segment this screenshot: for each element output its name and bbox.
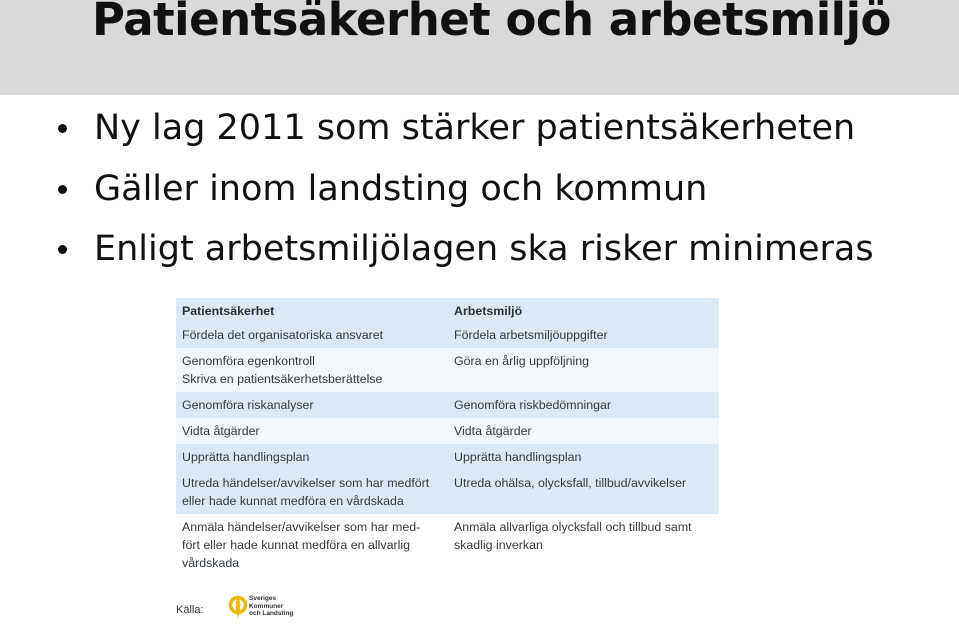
cell-patientsakerhet — [176, 348, 448, 392]
bullet-item: Ny lag 2011 som stärker patientsäkerheten — [94, 100, 855, 156]
table-header-row — [176, 298, 719, 322]
logo-line: Sveriges — [249, 595, 277, 602]
cell-line: Anmäla allvarliga olycksfall och tillbud samt — [454, 520, 692, 534]
table-row — [176, 418, 719, 444]
cell-line: Anmäla händelser/avvikelser som har med- — [182, 520, 421, 534]
column-header-patientsakerhet: Patientsäkerhet — [176, 298, 448, 322]
cell-arbetsmiljo — [448, 348, 719, 392]
bullet-item: Enligt arbetsmiljölagen ska risker minimeras — [94, 221, 874, 277]
cell-arbetsmiljo — [448, 470, 719, 514]
logo-text — [249, 595, 293, 618]
cell-line: eller hade kunnat medföra en vårdskada — [182, 494, 404, 508]
cell-arbetsmiljo — [448, 392, 719, 418]
table-body — [176, 322, 719, 576]
cell-patientsakerhet — [176, 418, 448, 444]
comparison-table — [176, 298, 719, 576]
cell-line: Göra en årlig uppföljning — [454, 354, 590, 368]
logo-line: Kommuner — [249, 602, 284, 610]
column-header-arbetsmiljo: Arbetsmiljö — [448, 298, 719, 322]
table-row — [176, 444, 719, 470]
cell-line: Genomföra egenkontroll — [182, 354, 315, 368]
cell-line: Genomföra riskanalyser — [182, 398, 314, 412]
cell-line: skadlig inverkan — [454, 538, 543, 552]
table-row — [176, 514, 719, 576]
table-row — [176, 322, 719, 348]
cell-patientsakerhet — [176, 322, 448, 348]
cell-line: fört eller hade kunnat medföra en allvarlig — [182, 538, 410, 552]
cell-patientsakerhet — [176, 470, 448, 514]
logo-line: och Landsting — [249, 610, 294, 617]
cell-line: Utreda händelser/avvikelser som har medfört — [182, 476, 430, 490]
cell-patientsakerhet — [176, 392, 448, 418]
cell-line: Vidta åtgärder — [454, 424, 532, 438]
bullet-item: Gäller inom landsting och kommun — [94, 161, 707, 217]
cell-line: Upprätta handlingsplan — [182, 450, 310, 464]
skl-logo-icon — [228, 594, 248, 620]
slide-title: Patientsäkerhet och arbetsmiljö — [92, 0, 891, 46]
table-row — [176, 470, 719, 514]
cell-arbetsmiljo — [448, 514, 719, 576]
cell-arbetsmiljo — [448, 418, 719, 444]
cell-arbetsmiljo — [448, 322, 719, 348]
cell-line: vårdskada — [182, 556, 240, 570]
source-label: Källa: — [176, 604, 204, 616]
cell-arbetsmiljo — [448, 444, 719, 470]
cell-line: Genomföra riskbedömningar — [454, 398, 612, 412]
cell-line: Utreda ohälsa, olycksfall, tillbud/avvikelser — [454, 476, 687, 490]
table-row — [176, 392, 719, 418]
cell-line: Vidta åtgärder — [182, 424, 260, 438]
skl-logo — [228, 594, 294, 620]
cell-line: Upprätta handlingsplan — [454, 450, 582, 464]
cell-line: Fördela det organisatoriska ansvaret — [182, 328, 384, 342]
cell-line: Skriva en patientsäkerhetsberättelse — [182, 372, 383, 386]
cell-patientsakerhet — [176, 514, 448, 576]
cell-patientsakerhet — [176, 444, 448, 470]
table-row — [176, 348, 719, 392]
cell-line: Fördela arbetsmiljöuppgifter — [454, 328, 608, 342]
